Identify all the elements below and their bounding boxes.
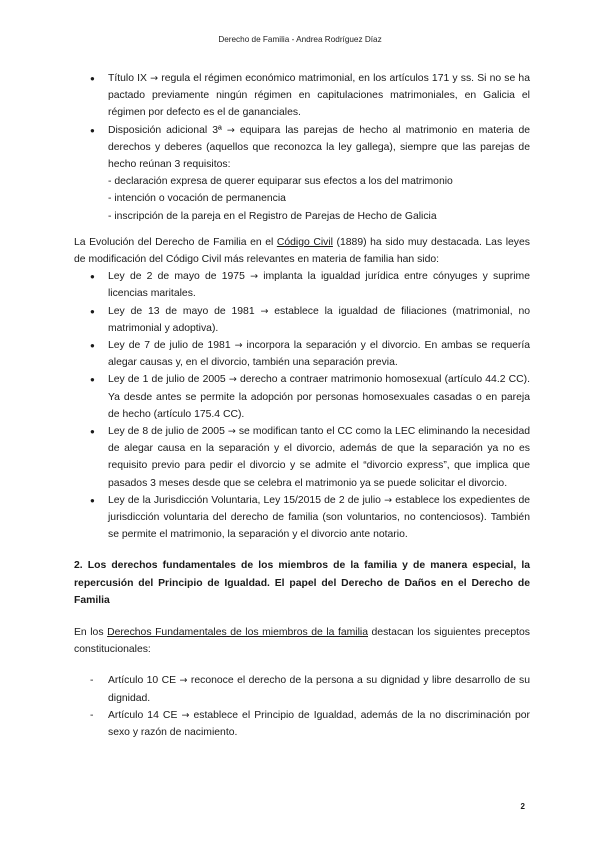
- article-prefix: Artículo 14 CE: [108, 709, 178, 721]
- codigo-civil-link[interactable]: Código Civil: [276, 236, 333, 248]
- law-prefix: Ley de 13 de mayo de 1981: [108, 305, 255, 317]
- law-item: [74, 337, 530, 371]
- item-text: equipara las parejas de hecho al matrimonio en materia de derechos y deberes (aquellos que reconozca la ley gallega), siempre que las parejas de hecho reúnan 3 requisitos:: [108, 124, 531, 171]
- article-text: reconoce el derecho de la persona a su dignidad y libre desarrollo de su dignidad.: [108, 675, 531, 704]
- law-item: [74, 268, 530, 302]
- item-prefix: Disposición adicional 3ª: [108, 124, 222, 136]
- evolution-post: ha sido muy destacada. Las leyes de modificación del Código Civil más relevantes en materia de familia han sido:: [74, 236, 530, 266]
- arrow-icon: →: [227, 426, 236, 438]
- list-item: [74, 122, 530, 225]
- section-2-heading: 2. Los derechos fundamentales de los miembros de la familia y de manera especial, la repercusión del Principio de Igualdad. El papel del Derecho de Daños en el Derecho de Familia: [74, 560, 530, 607]
- law-text: establece la igualdad de filiaciones (matrimonial, no matrimonial y adoptiva).: [108, 305, 531, 334]
- law-prefix: Ley de la Jurisdicción Voluntaria, Ley 15/2015 de 2 de julio: [108, 494, 381, 506]
- article-item: [74, 707, 530, 741]
- arrow-icon: →: [179, 675, 188, 687]
- evolution-pre: La Evolución del Derecho de Familia en el: [74, 236, 277, 248]
- intro-pre: En los: [74, 626, 108, 638]
- item-prefix: Título IX: [108, 73, 147, 84]
- article-prefix: Artículo 10 CE: [108, 675, 177, 687]
- law-item: [74, 492, 530, 544]
- law-item: [74, 423, 530, 492]
- section-2-intro: [74, 624, 530, 658]
- arrow-icon: →: [226, 124, 235, 136]
- evolution-paragraph: [74, 234, 530, 268]
- list-item: [74, 70, 530, 122]
- requirement-1: - declaración expresa de querer equiparar sus efectos a los del matrimonio: [108, 176, 453, 188]
- law-text: establece los expedientes de jurisdicción voluntaria del derecho de familia (son voluntarios, no contenciosos). También se permite el matrimonio, la separación y el divorcio ante notario.: [108, 494, 531, 541]
- law-text: derecho a contraer matrimonio homosexual (artículo 44.2 CC). Ya desde antes se permite la adopción por personas homosexuales casadas o en pareja de hecho (artículo 175.4 CC).: [108, 374, 530, 420]
- evolution-year: (1889): [332, 236, 367, 248]
- item-text: regula el régimen económico matrimonial, en los artículos 171 y ss. Si no se ha pactado previamente ningún régimen en capitulaciones matrimoniales, en Galicia el régimen por defecto es el de gananciales.: [108, 73, 530, 119]
- arrow-icon: →: [260, 305, 269, 317]
- law-text: se modifican tanto el CC como la LEC eliminando la necesidad de alegar causa en la separación y el divorcio, además de que la separación ya no es requisito previo para pedir el divorcio y se admite el “divorcio express”, que implica que pasados 3 meses desde que se celebra el matrimonio ya se puede solicitar el divorcio.: [108, 426, 531, 489]
- law-prefix: Ley de 1 de julio de 2005: [108, 374, 226, 386]
- law-prefix: Ley de 2 de mayo de 1975: [108, 271, 245, 283]
- laws-list: [74, 268, 530, 543]
- articles-list: [74, 672, 530, 741]
- law-prefix: Ley de 8 de julio de 2005: [108, 426, 225, 438]
- intro-post: destacan los siguientes preceptos constitucionales:: [74, 626, 530, 656]
- bullet-list-top: [74, 70, 530, 225]
- requirement-3: - inscripción de la pareja en el Registro de Parejas de Hecho de Galicia: [108, 210, 437, 222]
- page-content: [74, 70, 530, 741]
- law-item: [74, 371, 530, 423]
- derechos-fundamentales-link[interactable]: Derechos Fundamentales de los miembros de la familia: [107, 626, 368, 638]
- article-text: establece el Principio de Igualdad, además de la no discriminación por sexo y razón de nacimiento.: [108, 709, 530, 738]
- arrow-icon: →: [234, 340, 243, 352]
- law-text: implanta la igualdad jurídica entre cónyuges y suprime licencias maritales.: [108, 271, 530, 300]
- arrow-icon: →: [250, 271, 259, 283]
- arrow-icon: →: [181, 709, 190, 721]
- arrow-icon: →: [384, 494, 393, 506]
- law-item: [74, 303, 530, 337]
- law-prefix: Ley de 7 de julio de 1981: [108, 340, 231, 352]
- page-number: 2: [520, 802, 525, 811]
- article-item: [74, 672, 530, 706]
- law-text: incorpora la separación y el divorcio. En ambas se requería alegar causas y, en el divorcio, también una separación previa.: [108, 340, 530, 369]
- arrow-icon: →: [150, 73, 159, 84]
- requirement-2: - intención o vocación de permanencia: [108, 193, 286, 205]
- arrow-icon: →: [228, 374, 237, 386]
- page-header: Derecho de Familia - Andrea Rodríguez Díaz: [218, 35, 382, 44]
